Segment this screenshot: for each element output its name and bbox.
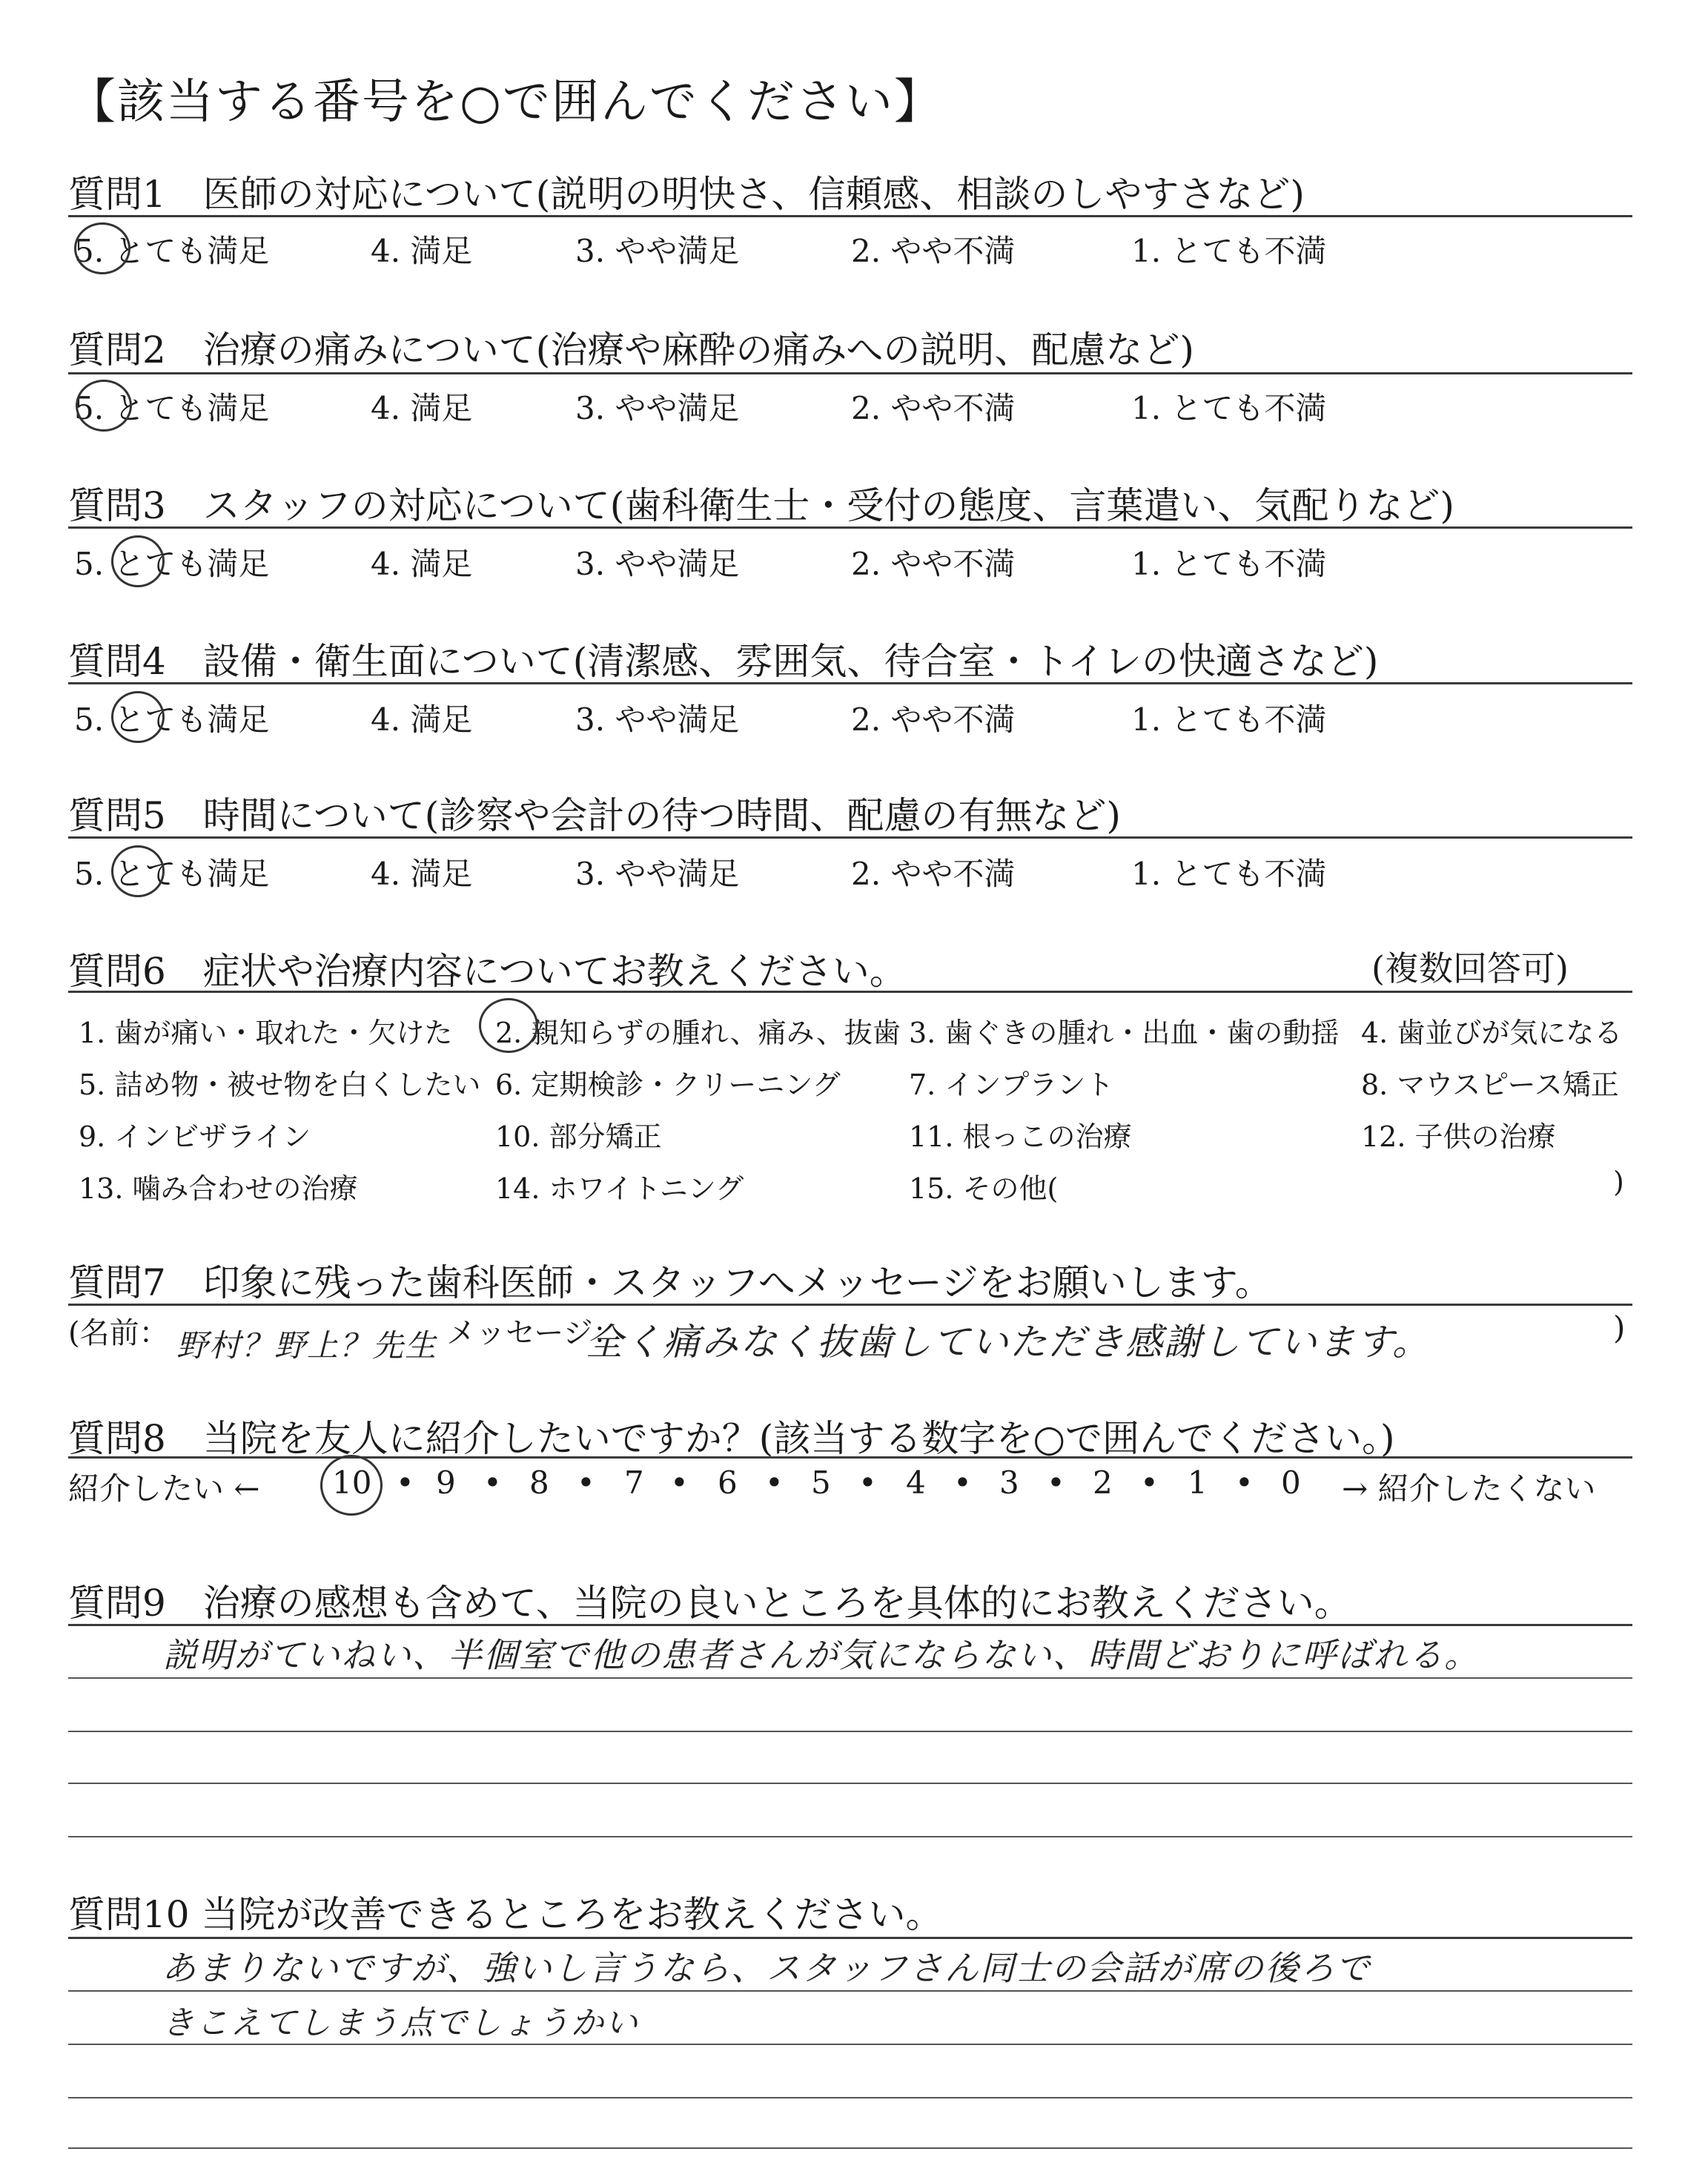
question-2-rule [68, 372, 1632, 374]
question-8-rule [68, 1456, 1632, 1459]
q6-option-15[interactable]: 15. その他( [909, 1172, 1059, 1205]
q8-left-label: 紹介したい ← [68, 1470, 260, 1507]
q1-option-5[interactable]: 5. とても満足 [74, 233, 270, 269]
q8-selection-circle [320, 1455, 383, 1516]
question-6-title: 質問6 症状や治療内容についてお教えください。 [68, 950, 907, 993]
q1-option-3[interactable]: 3. やや満足 [575, 233, 740, 269]
question-7-title: 質問7 印象に残った歯科医師・スタッフへメッセージをお願いします。 [68, 1261, 1272, 1304]
q7-message-label: メッセージ： [446, 1316, 623, 1350]
q8-scale-0[interactable]: 0 [1281, 1464, 1301, 1501]
q8-scale-dot: • [1047, 1464, 1065, 1501]
q1-option-4[interactable]: 4. 満足 [371, 233, 473, 269]
question-1-rule [68, 215, 1632, 217]
q8-scale-5[interactable]: 5 [811, 1464, 831, 1501]
question-3-title: 質問3 スタッフの対応について(歯科衛生士・受付の態度、言葉遣い、気配りなど) [68, 484, 1454, 527]
q2-option-1[interactable]: 1. とても不満 [1131, 390, 1327, 426]
q8-scale-3[interactable]: 3 [999, 1464, 1019, 1501]
q4-selection-circle [111, 691, 165, 743]
q9-answer[interactable]: 説明がていねい、半個室で他の患者さんが気にならない、時間どおりに呼ばれる。 [163, 1635, 1480, 1675]
q8-scale-dot: • [858, 1464, 877, 1501]
q2-selection-circle [76, 380, 132, 432]
q8-scale-dot: • [953, 1464, 972, 1501]
q7-name-value[interactable]: 野村？野上？先生 [176, 1327, 438, 1364]
q8-scale-dot: • [396, 1464, 414, 1501]
q5-option-3[interactable]: 3. やや満足 [575, 856, 740, 892]
q3-option-3[interactable]: 3. やや満足 [575, 546, 740, 582]
question-8-title: 質問8 当院を友人に紹介したいですか？(該当する数字を○で囲んでください。) [68, 1417, 1395, 1460]
question-3-rule [68, 526, 1632, 529]
q6-selection-circle [479, 998, 538, 1053]
q7-close-paren: ) [1613, 1309, 1626, 1346]
q4-option-2[interactable]: 2. やや不満 [851, 701, 1016, 738]
question-6-note: (複数回答可) [1371, 948, 1569, 988]
q1-selection-circle [74, 222, 130, 274]
q6-option-1[interactable]: 1. 歯が痛い・取れた・欠けた [79, 1017, 453, 1049]
q4-option-5[interactable]: 5. とても満足 [74, 701, 270, 738]
q8-scale-dot: • [670, 1464, 689, 1501]
question-10-title: 質問10 当院が改善できるところをお教えください。 [68, 1893, 943, 1936]
q4-option-3[interactable]: 3. やや満足 [575, 701, 740, 738]
q6-option-3[interactable]: 3. 歯ぐきの腫れ・出血・歯の動揺 [909, 1017, 1340, 1049]
question-2-title: 質問2 治療の痛みについて(治療や麻酔の痛みへの説明、配慮など) [68, 328, 1194, 371]
q8-right-label: → 紹介したくない [1342, 1470, 1596, 1507]
q5-option-1[interactable]: 1. とても不満 [1131, 856, 1327, 892]
q6-option-12[interactable]: 12. 子供の治療 [1361, 1120, 1556, 1153]
q6-option-9[interactable]: 9. インビザライン [79, 1120, 311, 1153]
q4-option-1[interactable]: 1. とても不満 [1131, 701, 1327, 738]
q8-scale-10[interactable]: 10 [332, 1464, 372, 1501]
q10-answer-line [68, 2097, 1632, 2098]
q6-option-14[interactable]: 14. ホワイトニング [495, 1172, 744, 1205]
q10-answer-line-2[interactable]: きこえてしまう点でしょうかい [162, 2004, 639, 2042]
question-1-title: 質問1 医師の対応について(説明の明快さ、信頼感、相談のしやすさなど) [68, 173, 1305, 216]
q5-option-2[interactable]: 2. やや不満 [851, 856, 1016, 892]
q6-option-4[interactable]: 4. 歯並びが気になる [1361, 1017, 1623, 1049]
question-5-rule [68, 836, 1632, 839]
q7-message-value[interactable]: 全く痛みなく抜歯していただき感謝しています。 [586, 1321, 1431, 1364]
q6-option-8[interactable]: 8. マウスピース矯正 [1361, 1069, 1619, 1101]
q1-option-1[interactable]: 1. とても不満 [1131, 233, 1327, 269]
question-9-rule [68, 1624, 1632, 1626]
q10-answer-line [68, 1990, 1632, 1992]
q9-answer-line [68, 1836, 1632, 1837]
q6-option-13[interactable]: 13. 噛み合わせの治療 [79, 1172, 358, 1205]
q9-answer-line [68, 1783, 1632, 1784]
q7-name-label: (名前： [68, 1316, 169, 1350]
q1-option-2[interactable]: 2. やや不満 [851, 233, 1016, 269]
q9-answer-line [68, 1731, 1632, 1732]
q8-scale-7[interactable]: 7 [624, 1464, 644, 1501]
q6-option-15-close: ) [1613, 1166, 1624, 1198]
q8-scale-dot: • [483, 1464, 502, 1501]
question-5-title: 質問5 時間について(診察や会計の待つ時間、配慮の有無など) [68, 794, 1121, 837]
q8-scale-8[interactable]: 8 [529, 1464, 549, 1501]
q2-option-3[interactable]: 3. やや満足 [575, 390, 740, 426]
question-7-rule [68, 1304, 1632, 1306]
q2-option-5[interactable]: 5. とても満足 [74, 390, 270, 426]
page-title: 【該当する番号を○で囲んでください】 [68, 75, 943, 130]
q4-option-4[interactable]: 4. 満足 [371, 701, 473, 738]
question-4-rule [68, 682, 1632, 684]
q8-scale-1[interactable]: 1 [1188, 1464, 1208, 1501]
question-4-title: 質問4 設備・衛生面について(清潔感、雰囲気、待合室・トイレの快適さなど) [68, 640, 1379, 683]
question-6-rule [68, 991, 1632, 993]
q10-answer-line [68, 2147, 1632, 2149]
q3-option-5[interactable]: 5. とても満足 [74, 546, 270, 582]
q5-option-5[interactable]: 5. とても満足 [74, 856, 270, 892]
q8-scale-2[interactable]: 2 [1093, 1464, 1113, 1501]
question-9-title: 質問9 治療の感想も含めて、当院の良いところを具体的にお教えください。 [68, 1582, 1351, 1625]
q6-option-7[interactable]: 7. インプラント [909, 1069, 1114, 1101]
q3-option-1[interactable]: 1. とても不満 [1131, 546, 1327, 582]
q6-option-11[interactable]: 11. 根っこの治療 [909, 1120, 1132, 1153]
q2-option-2[interactable]: 2. やや不満 [851, 390, 1016, 426]
q6-option-6[interactable]: 6. 定期検診・クリーニング [495, 1069, 841, 1101]
q2-option-4[interactable]: 4. 満足 [371, 390, 473, 426]
q10-answer-line [68, 2044, 1632, 2045]
question-10-rule [68, 1937, 1632, 1939]
q10-answer-line-1[interactable]: あまりないですが、強いし言うなら、スタッフさん同士の会話が席の後ろで [162, 1948, 1371, 1988]
q6-option-5[interactable]: 5. 詰め物・被せ物を白くしたい [79, 1069, 481, 1101]
q8-scale-dot: • [577, 1464, 595, 1501]
q8-scale-4[interactable]: 4 [906, 1464, 926, 1501]
q9-answer-line [68, 1677, 1632, 1679]
q8-scale-6[interactable]: 6 [718, 1464, 738, 1501]
q8-scale-dot: • [1140, 1464, 1159, 1501]
q8-scale-9[interactable]: 9 [436, 1464, 456, 1501]
q3-option-2[interactable]: 2. やや不満 [851, 546, 1016, 582]
q6-option-10[interactable]: 10. 部分矯正 [495, 1120, 662, 1153]
q5-option-4[interactable]: 4. 満足 [371, 856, 473, 892]
q3-option-4[interactable]: 4. 満足 [371, 546, 473, 582]
q6-option-2[interactable]: 2. 親知らずの腫れ、痛み、抜歯 [495, 1017, 901, 1049]
q8-scale-dot: • [1235, 1464, 1254, 1501]
q3-selection-circle [111, 535, 165, 587]
q5-selection-circle [111, 845, 165, 897]
q8-scale-dot: • [765, 1464, 784, 1501]
